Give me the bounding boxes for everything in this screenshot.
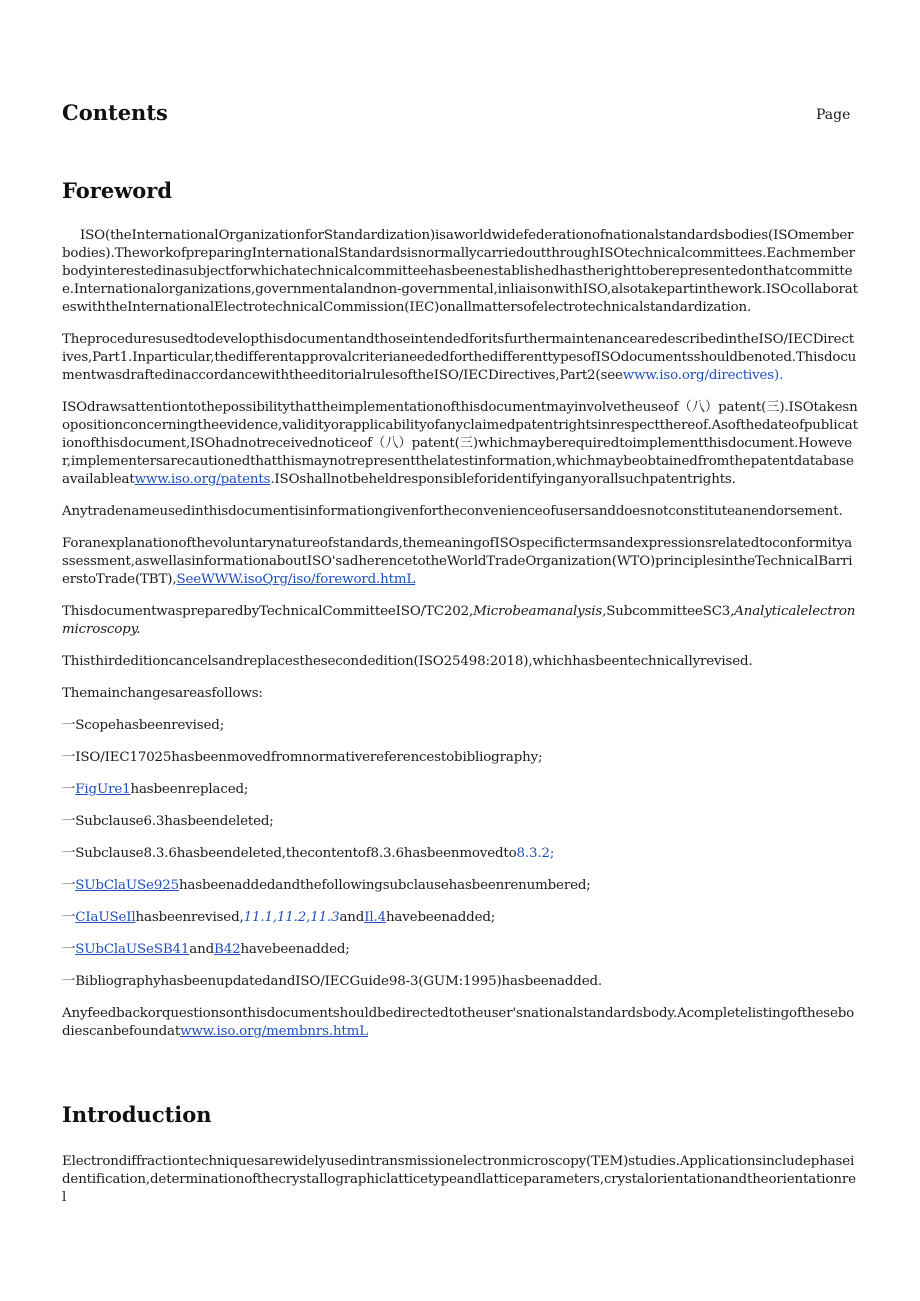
introduction-heading: Introduction: [62, 1102, 212, 1127]
subclauses-11-links[interactable]: 11.1,11.2,11.3: [243, 910, 340, 925]
foreword-paragraph-5: Foranexplanationofthevoluntarynatureofstandards,themeaningofISOspecifictermsandexpressionsrelatedtoconformityassessment,aswellasinformationaboutISO'sadherencetotheWorldTradeOrganization(WTO)principlesintheTechnicalBarrierstoTrade(TBT),SeeWWW.isoQrg/iso/foreword.htmL: [62, 536, 853, 587]
subclause-832-link[interactable]: 8.3.2;: [516, 846, 555, 861]
change-item-1: 一Scopehasbeenrevised;: [62, 718, 225, 733]
change-item-3: 一FigUre1hasbeenreplaced;: [62, 782, 249, 797]
subclause-11-4-link[interactable]: Il.4: [364, 910, 386, 925]
subclause-925-link[interactable]: SUbClaUSe925: [75, 878, 179, 893]
foreword-paragraph-6: ThisdocumentwaspreparedbyTechnicalCommitteeISO/TC202,Microbeamanalysis,SubcommitteeSC3,Analyticalelectronmicroscopy.: [62, 604, 856, 637]
change-item-2: 一ISO/IEC17025hasbeenmovedfromnormativereferencestobibliography;: [62, 750, 543, 765]
change-item-5: 一Subclause8.3.6hasbeendeleted,thecontentof8.3.6hasbeenmovedto8.3.2;: [62, 846, 555, 861]
contents-heading: Contents: [62, 100, 168, 125]
change-item-4: 一Subclause6.3hasbeendeleted;: [62, 814, 274, 829]
page-column-label: Page: [816, 107, 851, 123]
change-item-9: 一BibliographyhasbeenupdatedandISO/IECGuide98-3(GUM:1995)hasbeenadded.: [62, 974, 602, 989]
foreword-paragraph-7: Thisthirdeditioncancelsandreplacesthesecondedition(ISO25498:2018),whichhasbeentechnicallyrevised.: [62, 654, 753, 669]
foreword-paragraph-1: ISO(theInternationalOrganizationforStandardization)isaworldwidefederationofnationalstandardsbodies(ISOmemberbodies).TheworkofpreparingInternationalStandardsisnormallycarriedoutthroughISOtechnicalcommittees.Eachmemberbodyinterestedinasubjectforwhichatechnicalcommitteehasbeenestablishedhastherighttoberepresentedonthatcommittee.Internationalorganizations,governmentalandnon-governmental,inliaisonwithISO,alsotakepartinthework.ISOcollaborateswiththeInternationalElectrotechnicalCommission(IEC)onallmattersofelectrotechnicalstandardization.: [62, 228, 858, 315]
change-item-8: 一SUbClaUSeSB41andB42havebeenadded;: [62, 942, 350, 957]
foreword-body: [62, 227, 858, 1055]
foreword-paragraph-2: TheproceduresusedtodevelopthisdocumentandthoseintendedforitsfurthermaintenancearedescribedintheISO/IECDirectives,Part1.Inparticular,thedifferentapprovalcriterianeededforthedifferenttypesofISOdocumentsshouldbenoted.ThisdocumentwasdraftedinaccordancewiththeeditorialrulesoftheISO/IECDirectives,Part2(seewww.iso.org/directives).: [62, 332, 857, 383]
change-item-6: 一SUbClaUSe925hasbeenaddedandthefollowingsubclausehasbeenrenumbered;: [62, 878, 591, 893]
introduction-body: [62, 1153, 858, 1221]
figure-1-link[interactable]: FigUre1: [75, 782, 131, 797]
members-link[interactable]: www.iso.org/membnrs.htmL: [180, 1024, 368, 1039]
patents-link[interactable]: www.iso.org/patents: [134, 472, 271, 487]
foreword-paragraph-9: Anyfeedbackorquestionsonthisdocumentshouldbedirectedtotheuser'snationalstandardsbody.Acompletelistingofthesebodiescanbefoundatwww.iso.org/membnrs.htmL: [62, 1006, 855, 1039]
foreword-paragraph-8: Themainchangesareasfollows:: [62, 686, 263, 701]
subclause-b42-link[interactable]: B42: [214, 942, 241, 957]
change-item-7: 一CIaUSeIlhasbeenrevised,11.1,11.2,11.3andIl.4havebeenadded;: [62, 910, 496, 925]
introduction-paragraph-1: Electrondiffractiontechniquesarewidelyusedintransmissionelectronmicroscopy(TEM)studies.Applicationsincludephaseidentification,determinationofthecrystallographiclatticetypeandlatticeparameters,crystalorientationandtheorientationrel: [62, 1154, 856, 1205]
directives-link[interactable]: www.iso.org/directives).: [622, 368, 784, 383]
subclause-b41-link[interactable]: SUbClaUSeSB41: [75, 942, 190, 957]
foreword-heading: Foreword: [62, 178, 173, 203]
foreword-link[interactable]: SeeWWW.isoQrg/iso/foreword.htmL: [176, 572, 416, 587]
clause-11-link[interactable]: CIaUSeIl: [75, 910, 136, 925]
foreword-paragraph-3: ISOdrawsattentiontothepossibilitythattheimplementationofthisdocumentmayinvolvetheuseof（八）patent(三).ISOtakesnopositionconcerningtheevidence,validityorapplicabilityofanyclaimedpatentrightsinrespectthereof.Asofthedateofpublicationofthisdocument,ISOhadnotreceivednoticeof（八）patent(三)whichmayberequiredtoimplementthisdocument.However,implementersarecautionedthatthismaynotrepresentthelatestinformation,whichmaybeobtainedfromthepatentdatabaseavailableatwww.iso.org/patents.ISOshallnotbeheldresponsibleforidentifyinganyorallsuchpatentrights.: [62, 400, 858, 487]
foreword-paragraph-4: Anytradenameusedinthisdocumentisinformationgivenfortheconvenienceofusersanddoesnotconstituteanendorsement.: [62, 504, 843, 519]
